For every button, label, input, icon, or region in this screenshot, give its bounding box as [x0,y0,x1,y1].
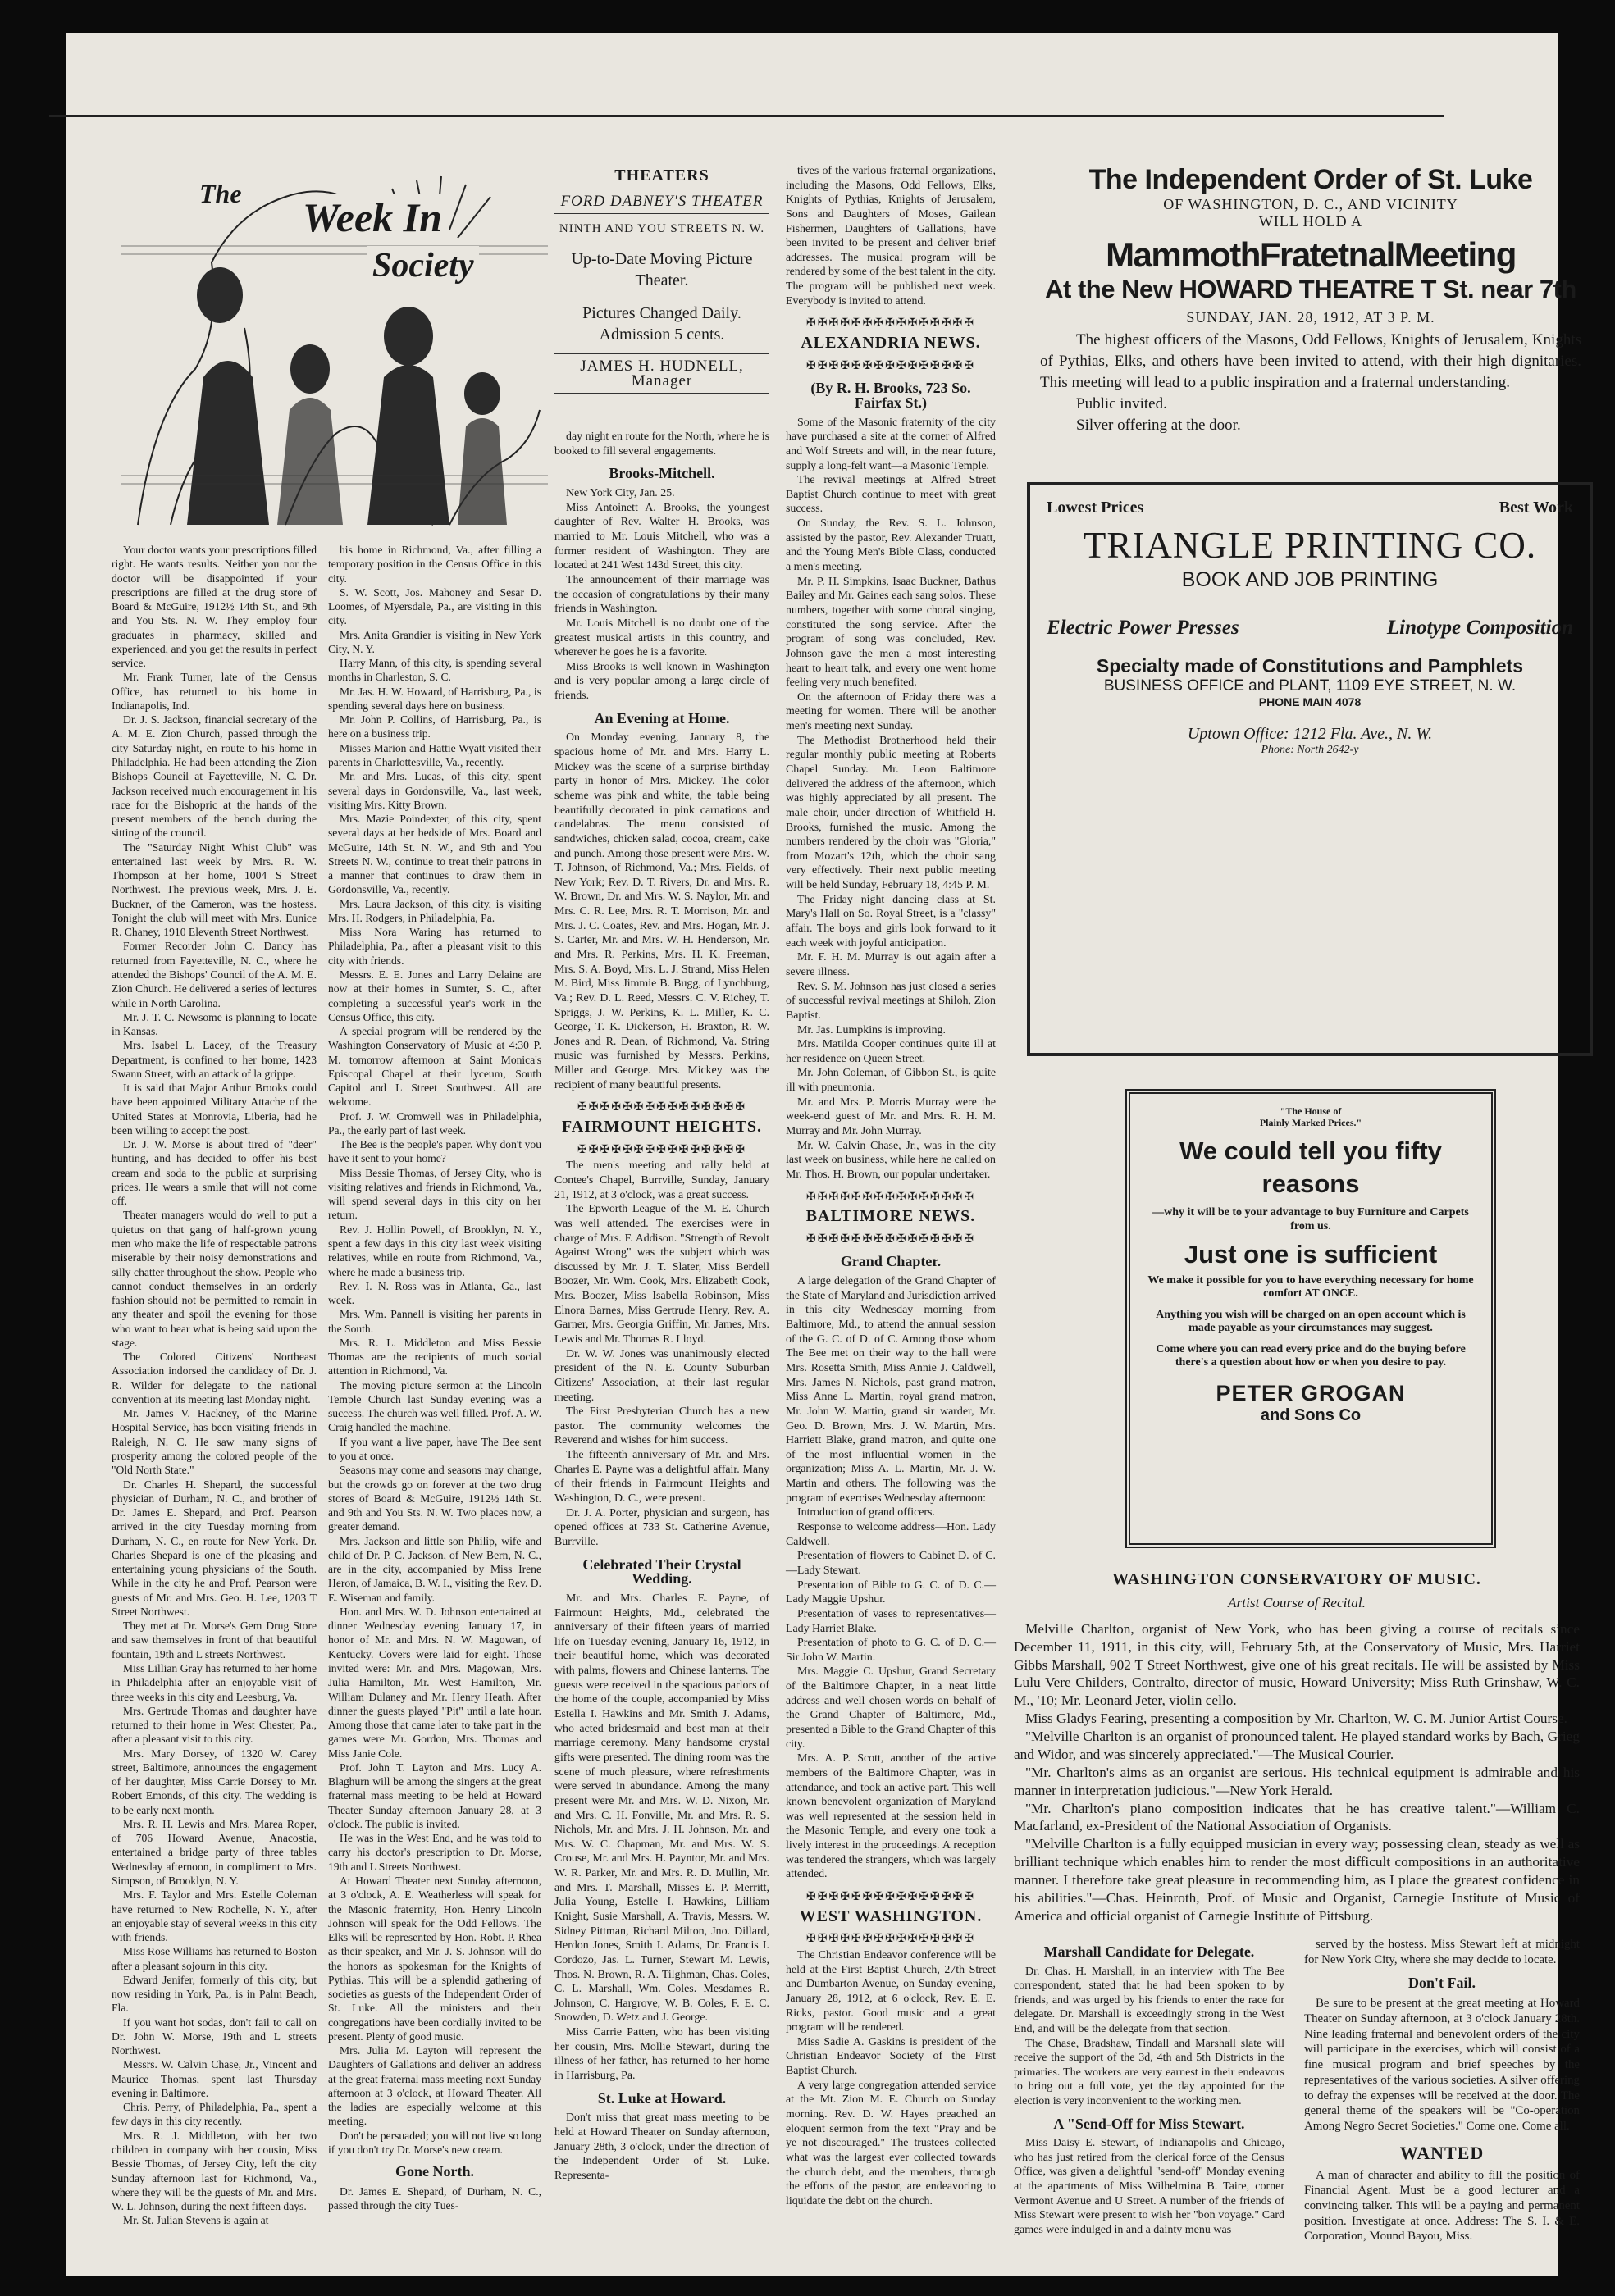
col1-paragraph: Theater managers would do well to put a quietus on that gang of half-grown young men who make the life of respectable patrons miserable by their noisy demonstrations and silly chatter throughout the show. People who cannot conduct themselves in an orderly fashion should not be permitted to remain in any theater and spoil the evening for those who want to hear what is being said upon the stage. [112,1209,317,1349]
fairmount-paragraph: The Epworth League of the M. E. Church was well attended. The exercises were in charge of Mrs. F. Addison. "Strength of Revolt Against Wrong" was the subject which was discussed by Mr. J. T. Slater, Miss Berdell Boozer, Mr. Wm. Cook, Mrs. Elizabeth Cook, Mrs. Boozer, Miss Isabella Robinson, Miss Elnora Barnes, Miss Gertrude Henry, Rev. A. Garner, Mrs. Georgia Griffin, Mr. James, Mrs. Lewis and Mr. Thomas R. Lloyd. [554,1203,769,1346]
st-luke-body [1040,330,1581,436]
alexandria-paragraph: Mr. W. Calvin Chase, Jr., was in the city last week on business, while here he called on Mr. Thos. H. Brown, our popular undertaker. [786,1139,996,1181]
grand-chapter-paragraph: Response to welcome address—Hon. Lady Caldwell. [786,1521,996,1548]
howard-theatre-line: At the New HOWARD THEATRE T St. near 7th [1045,275,1576,303]
west-washington-paragraph: Miss Sadie A. Gaskins is president of the Christian Endeavor Society of the First Baptist Church. [786,2035,996,2078]
marshall-paragraph: The Chase, Bradshaw, Tindall and Marshall slate will receive the support of the 3d, 4th and 5th Districts in the primaries. The workers are very earnest in their endeavors to bring out a full vote, yet the day appointed for the election is very inconvenient to the working men. [1014,2037,1284,2107]
st-luke-will: WILL HOLD A [1258,213,1363,230]
column-2 [328,543,541,2212]
brooks-mitchell-paragraph: New York City, Jan. 25. [566,487,675,500]
col1-paragraph: The "Saturday Night Whist Club" was entertained last week by Mrs. R. W. Thompson at her home, 1004 S Street Northwest. The previous week, Mrs. J. E. Buckner, of the Cameron, was the hostess. Tonight the club will meet with Mrs. Eunice R. Chaney, 1910 Eleventh Street Northwest. [112,840,317,939]
linotype: Linotype Composition [1386,617,1573,639]
alexandria-byline: (By R. H. Brooks, 723 So. Fairfax St.) [810,380,971,411]
col1-paragraph: The Colored Citizens' Northeast Association indorsed the candidacy of Dr. J. R. Wilder for delegate to the national convention at its meeting last Monday night. [112,1351,317,1405]
col1-paragraph: Mrs. Mary Dorsey, of 1320 W. Carey street, Baltimore, announces the engagement of her daughter, Miss Carrie Dorsey to Mr. Robert Emonds, of this city. The wedding is to be early next month. [112,1747,317,1816]
col1-paragraph: Edward Jenifer, formerly of this city, but now residing in York, Pa., is in Palm Beach, Fla. [112,1973,317,2015]
col2-paragraph: At Howard Theater next Sunday afternoon, at 3 o'clock, A. E. Weatherless will speak for the Masonic fraternity, Hon. Henry Lincoln Johnson will speak for the Odd Fellows. The Elks will be represented by Hon. Robt. P. Rhea as their speaker, and Mr. J. S. Johnson will do the honors as spokesman for the Knights of Pythias. This will be a splendid gathering of societies as guests of the Independent Order of St. Luke. All the ministers and their congregations have been cordially invited to be present. Plenty of good music. [328,1874,541,2043]
col1-paragraph: Mrs. F. Taylor and Mrs. Estelle Coleman have returned to New Rochelle, N. Y., after an enjoyable stay of several weeks in this city with friends. [112,1888,317,1944]
grogan-come: Come where you can read every price and do the buying before there's a question about how or when you desire to pay. [1156,1343,1466,1369]
alexandria-paragraph: Mr. and Mrs. P. Morris Murray were the week-end guest of Mr. and Mrs. R. H. M. Murray and Mr. John Murray. [786,1096,996,1137]
col2-paragraph: S. W. Scott, Jos. Mahoney and Sesar D. Loomes, of Myersdale, Pa., are visiting in this city. [328,585,541,627]
grand-chapter-paragraph: Mrs. Maggie C. Upshur, Grand Secretary of the Baltimore Chapter, in a neat little address and well chosen words on behalf of the Grand Chapter of Baltimore, Md., presented a Bible to the Grand Chapter of this city. [786,1665,996,1751]
col1-paragraph: Mrs. R. J. Middleton, with her two children in company with her cousin, Miss Bessie Thomas, of Jersey City, left the city Sunday afternoon last for Richmond, Va., where they will be the guests of Mr. and Mrs. W. L. Johnson, during the next fifteen days. [112,2129,317,2213]
wanted-heading: WANTED [1399,2142,1485,2163]
col1-paragraph: Mr. J. T. C. Newsome is planning to locate in Kansas. [112,1010,317,1038]
grogan-account: Anything you wish will be charged on an open account which is made payable as your circumstances may suggest. [1156,1309,1466,1334]
col2-paragraph: Mr. John P. Collins, of Harrisburg, Pa., is here on a business trip. [328,713,541,740]
fairmount-paragraph: Dr. J. A. Porter, physician and surgeon, has opened offices at 733 St. Catherine Avenue, Burrville. [554,1506,769,1548]
ornament-divider-icon: ✠✠✠✠✠✠✠✠✠✠✠✠✠✠✠ [806,1191,975,1204]
alexandria-paragraph: Some of the Masonic fraternity of the city have purchased a site at the corner of Alfred and Wolf Streets and will, in the near future, supply a long-felt want—a Masonic Temple. [786,416,996,472]
send-off-paragraph: Miss Daisy E. Stewart, of Indianapolis and Chicago, who has just retired from the clerical force of the Census Office, was given a delightful "send-off" Monday evening at the apartments of Miss Wilhelmina B. Taire, corner Vermont Avenue and U Street. A number of the friends of Miss Stewart were present to wish her "bon voyage." Card games were indulged in and a dainty menu was [1014,2137,1284,2236]
triangle-printing-name: TRIANGLE PRINTING CO. [1083,525,1537,566]
crystal-wedding-heading: Celebrated Their Crystal Wedding. [582,1556,741,1588]
theater-manager: JAMES H. HUDNELL, Manager [554,353,769,394]
col2-paragraph: He was in the West End, and he was told to carry his doctor's prescription to Dr. Morse, 19th and L Streets Northwest. [328,1832,541,1873]
marshall-paragraph: Dr. Chas. H. Marshall, in an interview with The Bee correspondent, stated that he had been spoken to by friends, and was urged by his friends to enter the race for delegate. Dr. Marshall is exceedingly strong in the West End, and will be the delegate from that section. [1014,1965,1284,2035]
grand-chapter-paragraph: Presentation of vases to representatives—Lady Harriet Blake. [786,1607,996,1635]
fairmount-paragraph: The First Presbyterian Church has a new pastor. The community welcomes the Reverend and wishes for him success. [554,1405,769,1447]
ornament-divider-icon: ✠✠✠✠✠✠✠✠✠✠✠✠✠✠✠ [806,359,975,372]
col6-intro: served by the hostess. Miss Stewart left at midnight for New York City, where she may decide to locate. [1304,1938,1580,1966]
col1-paragraph: Miss Rose Williams has returned to Boston after a pleasant sojourn in this city. [112,1945,317,1972]
col1-paragraph: Mr. James V. Hackney, of the Marine Hospital Service, has been visiting friends in Raleigh, N. C. He saw many signs of prosperity among the colored people of the "Old North State." [112,1407,317,1477]
electric-presses: Electric Power Presses [1047,617,1239,639]
col1-paragraph: Miss Lillian Gray has returned to her home in Philadelphia after an enjoyable visit of three weeks in this city and Leesburg, Va. [112,1661,317,1703]
alexandria-paragraph: The Friday night dancing class at St. Mary's Hall on So. Royal Street, is a "classy" affair. The boys and girls look forward to it each week with joyful anticipation. [786,893,996,950]
column-4 [786,164,996,2208]
column-6-bottom [1304,1937,1580,2244]
col1-paragraph: Dr. Charles H. Shepard, the successful physician of Durham, N. C., and brother of Dr. James E. Shepard, and Prof. Pearson arrived in the city Tuesday morning from Durham, N. C., en route for New York. Dr. Charles Shepard is one of the pleasing and entertaining young physicians of the South. While in the city he and Prof. Pearson were guests of Mr. and Mrs. Geo. H. Lee, 1203 T Street Northwest. [112,1478,317,1618]
column-3 [554,164,769,2184]
grand-chapter-heading: Grand Chapter. [840,1253,942,1270]
fairmount-heights-heading: FAIRMOUNT HEIGHTS. [562,1118,762,1137]
theater-name: FORD DABNEY'S THEATER [554,189,769,215]
col1-paragraph: Chris. Perry, of Philadelphia, Pa., spent a few days in this city recently. [112,2101,317,2128]
col2-paragraph: Don't be persuaded; you will not live so long if you don't try Dr. Morse's new cream. [328,2129,541,2157]
col1-paragraph: Mr. St. Julian Stevens is again at [123,2214,269,2227]
alexandria-paragraph: Mr. F. H. M. Murray is out again after a severe illness. [786,951,996,978]
mammoth-meeting-title: MammothFratetnalMeeting [1106,235,1516,274]
ornament-divider-icon: ✠✠✠✠✠✠✠✠✠✠✠✠✠✠✠ [806,1891,975,1904]
patten-paragraph: Miss Carrie Patten, who has been visiting her cousin, Mrs. Mollie Stewart, during the illness of her father, has returned to her home in Harrisburg, Pa. [554,2026,769,2083]
send-off-heading: A "Send-Off for Miss Stewart. [1053,2115,1245,2132]
lowest-prices: Lowest Prices [1047,499,1144,517]
theaters-heading: THEATERS [614,166,709,184]
col2-paragraph: A special program will be rendered by the Washington Conservatory of Music at 4:30 P. M. tomorrow afternoon at Saint Monica's Episcopal Chapel at their lyceum, South Capitol and L Street Southwest. All are welcome. [328,1025,541,1109]
col2-paragraph: If you want a live paper, have The Bee sent to you at once. [328,1435,541,1462]
dont-fail-paragraph: Be sure to be present at the great meeting at Howard Theater on Sunday afternoon, at 3 o'clock January 28th. Nine leading fraternal and benevolent orders of the city will participate in the exercises, which will consist of a fine musical program and brief speeches by the representatives of the various societies. A silver offering to defray the expenses will be received at the door. The general theme of the speakers will be "Co-operation Among Negro Secret Societies." Come one. Come all. [1304,1997,1580,2134]
conservatory-subhead: Artist Course of Recital. [1227,1594,1366,1610]
theater-line-2: Pictures Changed Daily. Admission 5 cents. [582,303,741,344]
col2-paragraph: Mrs. Anita Grandier is visiting in New York City, N. Y. [328,628,541,655]
grogan-make-possible: We make it possible for you to have everything necessary for home comfort AT ONCE. [1147,1274,1474,1300]
brooks-mitchell-paragraph: Mr. Louis Mitchell is no doubt one of the greatest musical artists in this country, and wherever he goes he is a favorite. [554,617,769,659]
west-washington-paragraph: The Christian Endeavor conference will be held at the First Baptist Church, 27th Street and Dumbarton Avenue, on Sunday evening, January 28, 1912, at 6 o'clock, Rev. E. E. Ricks, pastor. Good music and a great program will be rendered. [786,1948,996,2034]
col2-paragraph: Mr. Jas. H. W. Howard, of Harrisburg, Pa., is spending several days here on business. [328,685,541,712]
st-luke-meeting-ad [1040,164,1581,436]
fairmount-paragraph: Dr. W. W. Jones was unanimously elected president of the N. E. County Suburban Citizens' Association, at their last regular meeting. [554,1347,769,1404]
col2-paragraph: his home in Richmond, Va., after filling a temporary position in the Census Office in this city. [328,544,541,585]
grand-chapter-paragraph: Mrs. A. P. Scott, another of the active members of the Baltimore Chapter, was in attendance, and took an active part. This well known benevolent organization of Maryland was well represented at the session held in the Masonic Temple, and every one took a lively interest in the proceedings. A reception was tendered the strangers, which was largely attended. [786,1752,996,1881]
st-luke-invited: Public invited. [1076,395,1167,412]
alexandria-paragraph: Mr. John Coleman, of Gibbon St., is quite ill with pneumonia. [786,1067,996,1095]
conservatory-paragraph: "Melville Charlton is a fully equipped musician in every way; possessing clean, steady as well as brilliant technique which enables him to render the most difficult compositions in an authoritative manner. I therefore take great pleasure in recommending him, as I place the greatest confidence in his abilities."—Chas. Heinroth, Prof. of Music and Organist, Carnegie Institute of Music of America and official organist of Carnegie Institute of Pittsburg. [1014,1836,1580,1924]
col2-paragraph: Misses Marion and Hattie Wyatt visited their parents in Charlottesville, Va., recently. [328,741,541,768]
col2-paragraph: Messrs. E. E. Jones and Larry Delaine are now at their homes in Sumter, S. C., after completing a successful year's work in the Census Office, this city. [328,968,541,1023]
grogan-name: PETER GROGAN [1216,1381,1406,1405]
fairmount-paragraph: The men's meeting and rally held at Contee's Chapel, Burrville, Sunday, January 21, 1912, at 3 o'clock, was a great success. [554,1159,769,1201]
gone-north-heading: Gone North. [395,2163,474,2180]
conservatory-heading: WASHINGTON CONSERVATORY OF MUSIC. [1112,1570,1481,1588]
marshall-candidate-heading: Marshall Candidate for Delegate. [1043,1943,1255,1960]
grogan-reason: —why it will be to your advantage to buy Furniture and Carpets from us. [1152,1206,1469,1232]
col2-paragraph: Hon. and Mrs. W. D. Johnson entertained at dinner Wednesday evening January 17, in honor of Mr. and Mrs. N. W. Magowan, of Kentucky. Covers were laid for eight. Those invited were: Mr. and Mrs. Magowan, Mrs. Julia Hamilton, Mr. West Hamilton, Mr. William Dulaney and Mr. Henry Heath. After dinner the guests played "Pit" until a late hour. Among those that came later to take part in the games were Mr. Gordon, Mrs. Thomas and Miss Janie Cole. [328,1605,541,1760]
baltimore-news-heading: BALTIMORE NEWS. [805,1207,976,1226]
col1-paragraph: It is said that Major Arthur Brooks could have been appointed Military Attache of the United States at Monrovia, Liberia, had he been willing to accept the post. [112,1082,317,1137]
alexandria-paragraph: Mr. Jas. Lumpkins is improving. [797,1023,946,1036]
column-3-body [554,430,769,2183]
evening-at-home-paragraph: On Monday evening, January 8, the spacious home of Mr. and Mrs. Harry L. Mickey was the scene of a surprise birthday party in honor of Mrs. Mickey. The color scheme was pink and white, the table being beautifully decorated in pink carnations and candelabras. The menu consisted of sandwiches, chicken salad, cocoa, cream, cake and punch. Among those present were Mrs. W. T. Johnson, of Richmond, Va.; Mrs. Fields, of New York; Rev. D. T. Rivers, Dr. and Mrs. R. W. Brown, Dr. and Mrs. W. S. Naylor, Mr. and Mrs. C. R. Lee, Mrs. R. T. Morrison, Mr. and Mrs. J. C. Coates, Rev. and Mrs. Hogan, Mr. J. S. Carter, Mr. and Mrs. W. H. Henderson, Mr. and Mrs. R. Perkins, Mrs. H. K. Freeman, Mrs. S. A. Boyd, Mrs. L. J. Strand, Miss Helen M. Bird, Miss Jimmie B. Bugg, of Lynchburg, Va.; Rev. D. L. Reed, Messrs. C. V. Richey, T. Spriggs, J. W. Perkins, K. L. Miller, K. C. George, T. K. Dickerson, H. Braxton, R. W. Jones and R. Dean, of Richmond, Va. String music was furnished by Messrs. Perkins, Miller and George. Mrs. Mickey was the recipient of many beautiful presents. [554,731,769,1091]
st-luke-silver: Silver offering at the door. [1076,417,1241,434]
meeting-date: SUNDAY, JAN. 28, 1912, AT 3 P. M. [1186,309,1435,326]
alexandria-paragraph: On the afternoon of Friday there was a meeting for women. There will be another men's meeting next Sunday. [786,690,996,733]
alexandria-paragraph: Rev. S. M. Johnson has just closed a series of successful revival meetings at Shiloh, Zion Baptist. [786,980,996,1022]
alexandria-paragraph: The Methodist Brotherhood held their regular monthly public meeting at Roberts Chapel Sunday. Mr. Leon Baltimore delivered the address of the afternoon, which was highly appreciated by all present. The male choir, under direction of Whitfield H. Brooks, furnished the music. Among the numbers rendered by the choir was "Gloria," from Mozart's 12th, which the choir sang very effectively. Their next public meeting will be held Sunday, February 18, 4:45 P. M. [786,734,996,892]
col2-paragraph: Harry Mann, of this city, is spending several months in Charleston, S. C. [328,657,541,684]
st-luke-body-text: The highest officers of the Masons, Odd Fellows, Knights of Jerusalem, Knights of Pythias, Elks, and others have been invited to attend, with their high dignitaries. This meeting will lead to a public inspiration and a fraternal understanding. [1040,331,1581,391]
theater-listing [554,166,769,394]
col2-paragraph: Mrs. Jackson and little son Philip, wife and child of Dr. P. C. Jackson, of New Bern, N. C., are in the city, accompanied by Miss Irene Heron, of Jamaica, B. W. I., visiting the Rev. D. E. Wiseman and family. [328,1534,541,1604]
best-work: Best Work [1499,499,1573,517]
society-title-week-in: Week In [298,194,447,241]
col2-paragraph: Mrs. Julia M. Layton will represent the Daughters of Gallations and deliver an address at the great fraternal mass meeting next Sunday afternoon at 3 o'clock, at Howard Theater. All the ladies are especially welcome at this meeting. [328,2044,541,2128]
col2-paragraph: Mrs. R. L. Middleton and Miss Bessie Thomas are the recipients of much social attention in Richmond, Va. [328,1336,541,1378]
column-1 [112,543,317,2228]
grogan-tag-1: "The House of [1280,1105,1342,1117]
conservatory-paragraph: Melville Charlton, organist of New York, who has been giving a course of recitals since December 11, 1911, in this city, will, February 5th, at the Conservatory of Music, Mrs. Harriet Gibbs Marshall, 902 T Street Northwest, give one of his great recitals. He will be assisted by Miss Lulu Vere Childers, Contralto, director of music, Howard University; Miss Ruth Grinshaw, W. C. M., '10; Mr. Leonard Jeter, violin cello. [1014,1620,1580,1709]
col2-paragraph: The moving picture sermon at the Lincoln Temple Church last Sunday evening was a success. The church was well filled. Prof. A. W. Craig handled the machine. [328,1378,541,1434]
col1-paragraph: Former Recorder John C. Dancy has returned from Fayetteville, N. C., where he attended the Bishops' Council of the A. M. E. Zion Church. He delivered a series of lectures while in North Carolina. [112,940,317,1009]
brooks-mitchell-paragraph: Miss Antoinett A. Brooks, the youngest daughter of Rev. Walter H. Brooks, was married to Mr. Louis Mitchell, who was a former resident of Washington. They are located at 241 West 143d Street, this city. [554,501,769,572]
col4-intro: tives of the various fraternal organizations, including the Masons, Odd Fellows, Elks, Knights of Pythias, Knights of Jerusalem, Sons and Daughters of Moses, Gailean Fishermen, Daughters of Gallations, have been invited to be present and deliver brief addresses. The musical program will be rendered by some of the best talent in the city. The program will be published next week. Everybody is invited to attend. [786,165,996,308]
business-office: BUSINESS OFFICE and PLANT, 1109 EYE STREET, N. W. [1103,677,1517,695]
west-washington-heading: WEST WASHINGTON. [799,1906,983,1925]
grogan-headline: We could tell you fifty reasons [1179,1137,1442,1198]
theater-line-1: Up-to-Date Moving Picture Theater. [571,249,753,289]
peter-grogan-ad [1125,1089,1496,1548]
st-luke-title: The Independent Order of St. Luke [1088,164,1533,195]
society-title-the: The [199,179,242,208]
phone-main: PHONE MAIN 4078 [1258,695,1362,708]
ornament-divider-icon: ✠✠✠✠✠✠✠✠✠✠✠✠✠✠✠ [806,1232,975,1246]
col3-intro: day night en route for the North, where he is booked to fill several engagements. [554,430,769,458]
column-5-bottom [1014,1937,1284,2237]
grogan-just-one: Just one is sufficient [1184,1240,1438,1269]
specialty-line: Specialty made of Constitutions and Pamphlets [1096,655,1524,676]
uptown-office: Uptown Office: 1212 Fla. Ave., N. W. [1187,725,1433,743]
col2-paragraph: Prof. J. W. Cromwell was in Philadelphia, Pa., the early part of last week. [328,1109,541,1137]
col1-paragraph: Dr. J. W. Morse is about tired of "deer" hunting, and has decided to offer his best cream and soda to the public at surprising prices. He wears a smile that will not come off. [112,1138,317,1208]
col2-paragraph: The Bee is the people's paper. Why don't you have it sent to your home? [328,1138,541,1165]
st-luke-heading: St. Luke at Howard. [597,2089,727,2107]
col1-paragraph: Messrs. W. Calvin Chase, Jr., Vincent and Maurice Thomas, spent last Thursday evening in Baltimore. [112,2058,317,2099]
grogan-tag-2: Plainly Marked Prices." [1259,1117,1362,1128]
ornament-divider-icon: ✠✠✠✠✠✠✠✠✠✠✠✠✠✠✠ [577,1143,746,1156]
ornament-divider-icon: ✠✠✠✠✠✠✠✠✠✠✠✠✠✠✠ [806,1933,975,1946]
alexandria-paragraph: The revival meetings at Alfred Street Baptist Church continue to meet with great success. [786,474,996,516]
col2-paragraph: Prof. John T. Layton and Mrs. Lucy A. Blaghurn will be among the singers at the great fraternal mass meeting to be held at Howard Theater Sunday afternoon January 28, at 3 o'clock. The public is invited. [328,1761,541,1830]
evening-at-home-heading: An Evening at Home. [594,709,730,727]
brooks-mitchell-paragraph: The announcement of their marriage was the occasion of congratulations by their many friends in Washington. [554,573,769,616]
col1-paragraph: Mrs. Gertrude Thomas and daughter have returned to their home in West Chester, Pa., after a pleasant visit to this city. [112,1704,317,1746]
grand-chapter-paragraph: Presentation of photo to G. C. of D. C.—Sir John W. Martin. [786,1637,996,1664]
grand-chapter-paragraph: A large delegation of the Grand Chapter of the State of Maryland and Jurisdiction arrived in this city Wednesday morning from Baltimore, Md., to attend the annual session of the G. C. of D. of C. Among those whom The Bee met on their way to the hall were Mrs. Rosetta Smith, Miss Annie J. Caldwell, Mrs. James N. Nichols, past grand matron, Miss Anne L. Martin, royal grand matron, Mr. John W. Martin, grand sir warder, Mr. Geo. D. Brown, Mrs. J. W. Martin, Mrs. Harriett Blake, grand matron, and quite one of the most influential women in the organization; Miss A. L. Martin, Mr. J. W. Martin and others. The following was the program of exercises Wednesday afternoon: [786,1275,996,1505]
dont-fail-heading: Don't Fail. [1407,1975,1476,1992]
grand-chapter-paragraph: Presentation of flowers to Cabinet D. of C.—Lady Stewart. [786,1550,996,1577]
alexandria-paragraph: On Sunday, the Rev. S. L. Johnson, assisted by the pastor, Rev. Alexander Truatt, and the Young Men's Bible Class, conducted a men's meeting. [786,517,996,574]
col1-paragraph: If you want hot sodas, don't fail to call on Dr. John W. Morse, 19th and L streets Northwest. [112,2016,317,2057]
col1-paragraph: Mrs. Isabel L. Lacey, of the Treasury Department, is confined to her home, 1423 Swann Street, with an attack of la grippe. [112,1039,317,1080]
conservatory-paragraph: Miss Gladys Fearing, presenting a composition by Mr. Charlton, W. C. M. Junior Artist Course. [1025,1711,1567,1727]
conservatory-article [1014,1566,1580,1925]
col2-paragraph: Mrs. Mazie Poindexter, of this city, spent several days at her bedside of Mrs. Board and McGuire, 14th St. N. W., and 9th and You Streets N. W., continue to treat their patrons in a manner that continues to draw them in Gordonsville, Va., recently. [328,813,541,896]
col2-paragraph: Seasons may come and seasons may change, but the crowds go on forever at the two drug stores of Board & McGuire, 1912½ 14th St. and 9th and You Sts. N. W. Two places now, a greater demand. [328,1464,541,1533]
wanted-paragraph: A man of character and ability to fill the position of Financial Agent. Must be a good lecturer and a convincing talker. This will be a paying and permanent position. Investigate at once. Address: The S. I. & E. Corporation, Mound Bayou, Miss. [1304,2168,1580,2244]
col2-paragraph: Miss Bessie Thomas, of Jersey City, who is visiting relatives and friends in Richmond, Va., will spend several days in this city on her return. [328,1166,541,1222]
west-washington-paragraph: A very large congregation attended service at the Mt. Zion M. E. Church on Sunday morning. Rev. D. W. Hayes preached an eloquent sermon from the text "Pray and be ye not discouraged." The trustees collected what was the largest ever collected towards the church debt, and the members, through the efforts of the pastor, are endeavoring to liquidate the debt on the church. [786,2079,996,2207]
col2-paragraph: Rev. I. N. Ross was in Atlanta, Ga., last week. [328,1279,541,1307]
triangle-printing-ad [1027,482,1593,1056]
alexandria-news-heading: ALEXANDRIA NEWS. [801,334,981,353]
alexandria-paragraph: Mr. P. H. Simpkins, Isaac Buckner, Bathus Bailey and Mr. Gaines each sang solos. These numbers, together with some choral singing, constituted the song service. After the program of song was concluded, Rev. Johnson gave the men a most interesting heart to heart talk, and every one went home feeling very much benefited. [786,575,996,690]
gone-north-paragraph: Dr. James E. Shepard, of Durham, N. C., passed through the city Tues- [328,2184,541,2212]
st-luke-sub: OF WASHINGTON, D. C., AND VICINITY [1163,196,1458,212]
col2-paragraph: Mrs. Laura Jackson, of this city, is visiting Mrs. H. Rodgers, in Philadelphia, Pa. [328,897,541,924]
col1-paragraph: They met at Dr. Morse's Gem Drug Store and saw themselves in front of that beautiful fountain, 19th and L streets Northwest. [112,1620,317,1660]
col2-paragraph: Miss Nora Waring has returned to Philadelphia, Pa., after a pleasant visit to this city with friends. [328,926,541,967]
ornament-divider-icon: ✠✠✠✠✠✠✠✠✠✠✠✠✠✠✠ [806,317,975,330]
brooks-mitchell-heading: Brooks-Mitchell. [609,465,715,482]
book-job-printing: BOOK AND JOB PRINTING [1181,568,1439,591]
week-in-society-engraving [121,164,548,533]
society-title-society: Society [367,246,479,285]
col1-paragraph: Dr. J. S. Jackson, financial secretary of the A. M. E. Zion Church, passed through the city Saturday night, en route to his home in Philadelphia. He had been attending the Zion Bishops Council at Fayetteville, N. C. Dr. Jackson received much encouragement in his race for the Bishopric at the hands of the present members of the bench during the sitting of the council. [112,713,317,840]
col1-paragraph: Your doctor wants your prescriptions filled right. He wants results. Neither you nor the doctor will be disappointed if your prescriptions are filled at the drug store of Board & McGuire, 1912½ 14th St., and 9th and You Sts. N. W. They employ four graduates in pharmacy, skilled and experienced, and you get the results in perfect service. [112,544,317,670]
ornament-divider-icon: ✠✠✠✠✠✠✠✠✠✠✠✠✠✠✠ [577,1101,746,1114]
grand-chapter-paragraph: Presentation of Bible to G. C. of D. C.—Lady Maggie Upshur. [786,1578,996,1606]
conservatory-paragraph: "Mr. Charlton's aims as an organist are serious. His technical equipment is admirable and his manner in interpretation judicious."—New York Herald. [1014,1764,1580,1798]
top-rule [49,115,1444,117]
col2-paragraph: Rev. J. Hollin Powell, of Brooklyn, N. Y., spent a few days in this city last week visiting relatives, while en route from Richmond, Va., where he made a business trip. [328,1223,541,1278]
grand-chapter-paragraph: Introduction of grand officers. [797,1506,935,1519]
brooks-mitchell-paragraph: Miss Brooks is well known in Washington and is very popular among a large circle of friends. [554,660,769,703]
conservatory-paragraph: "Melville Charlton is an organist of pronounced talent. He played standard works by Bach, Grieg and Widor, and was sincerely appreciated."—The Musical Courier. [1014,1729,1580,1762]
fairmount-paragraph: The fifteenth anniversary of Mr. and Mrs. Charles E. Payne was a delightful affair. Many of their friends in Fairmount Heights and Washington, D. C., were present. [554,1449,769,1506]
st-luke-paragraph: Don't miss that great mass meeting to be held at Howard Theater on Sunday afternoon, January 28th, 3 o'clock, under the direction of the Independent Order of St. Luke. Representa- [554,2112,769,2182]
col1-paragraph: Mrs. R. H. Lewis and Mrs. Marea Roper, of 706 Howard Avenue, Anacostia, entertained a bridge party of three tables Wednesday afternoon, in compliment to Mrs. Simpson, of Brooklyn, N. Y. [112,1817,317,1887]
col2-paragraph: Mr. and Mrs. Lucas, of this city, spent several days in Gordonsville, Va., last week, visiting Mrs. Kitty Brown. [328,770,541,811]
alexandria-paragraph: Mrs. Matilda Cooper continues quite ill at her residence on Queen Street. [786,1038,996,1065]
uptown-phone: Phone: North 2642-y [1261,744,1359,756]
col2-paragraph: Mrs. Wm. Pannell is visiting her parents in the South. [328,1308,541,1335]
grogan-sons: and Sons Co [1260,1406,1362,1424]
conservatory-paragraph: "Mr. Charlton's piano composition indicates that he has creative talent."—William C. Macfarland, ex-President of the National Association of Organists. [1014,1800,1580,1834]
theater-address: NINTH AND YOU STREETS N. W. [559,222,765,236]
crystal-wedding-paragraph: Mr. and Mrs. Charles E. Payne, of Fairmount Heights, Md., celebrated the anniversary of their fifteen years of married life on Tuesday evening, January 16, 1912, in their beautiful home, which was decorated with palms, flowers and Chinese lanterns. The guests were received in the spacious parlors of the home of the couple, accompanied by Miss Estella I. Hawkins and Mr. Smith J. Adams, who acted bridesmaid and best man at their marriage ceremony. Many handsome crystal gifts were presented. The dining room was the scene of much pleasure, where refreshments were served in abundance. Among the many present were Mr. and Mrs. W. D. Nixon, Mr. and Mrs. C. H. Fonville, Mr. and Mrs. R. S. Nichols, Mr. and Mrs. J. H. Johnson, Mr. and Mrs. W. C. Chapman, Mr. and Mrs. W. S. Crouse, Mr. and Mrs. H. Payntor, Mr. and Mrs. W. R. Parker, Mr. and Mrs. R. D. Mullin, Mr. and Mrs. T. Marshall, Misses E. P. Merritt, Julia Young, Estelle I. Hawkins, Lilliam Knight, Susie Marshall, A. Travis, Messrs. W. Sidney Pittman, Richard Milton, Jno. Dillard, Herdon Jones, Smith I. Adams, Dr. Francis I. Cordozo, Jas. L. Turner, Stewart M. Lewis, Thos. N. Brown, R. A. Tilghman, Chas. Coles, C. L. Marshall, Wm. Coles. Mesdames R. Johnson, C. Hargrove, W. B. Coles, F. E. C. Snowden, D. Wetz and J. George. [554,1592,769,2025]
col1-paragraph: Mr. Frank Turner, late of the Census Office, has returned to his home in Indianapolis, Ind. [112,671,317,712]
